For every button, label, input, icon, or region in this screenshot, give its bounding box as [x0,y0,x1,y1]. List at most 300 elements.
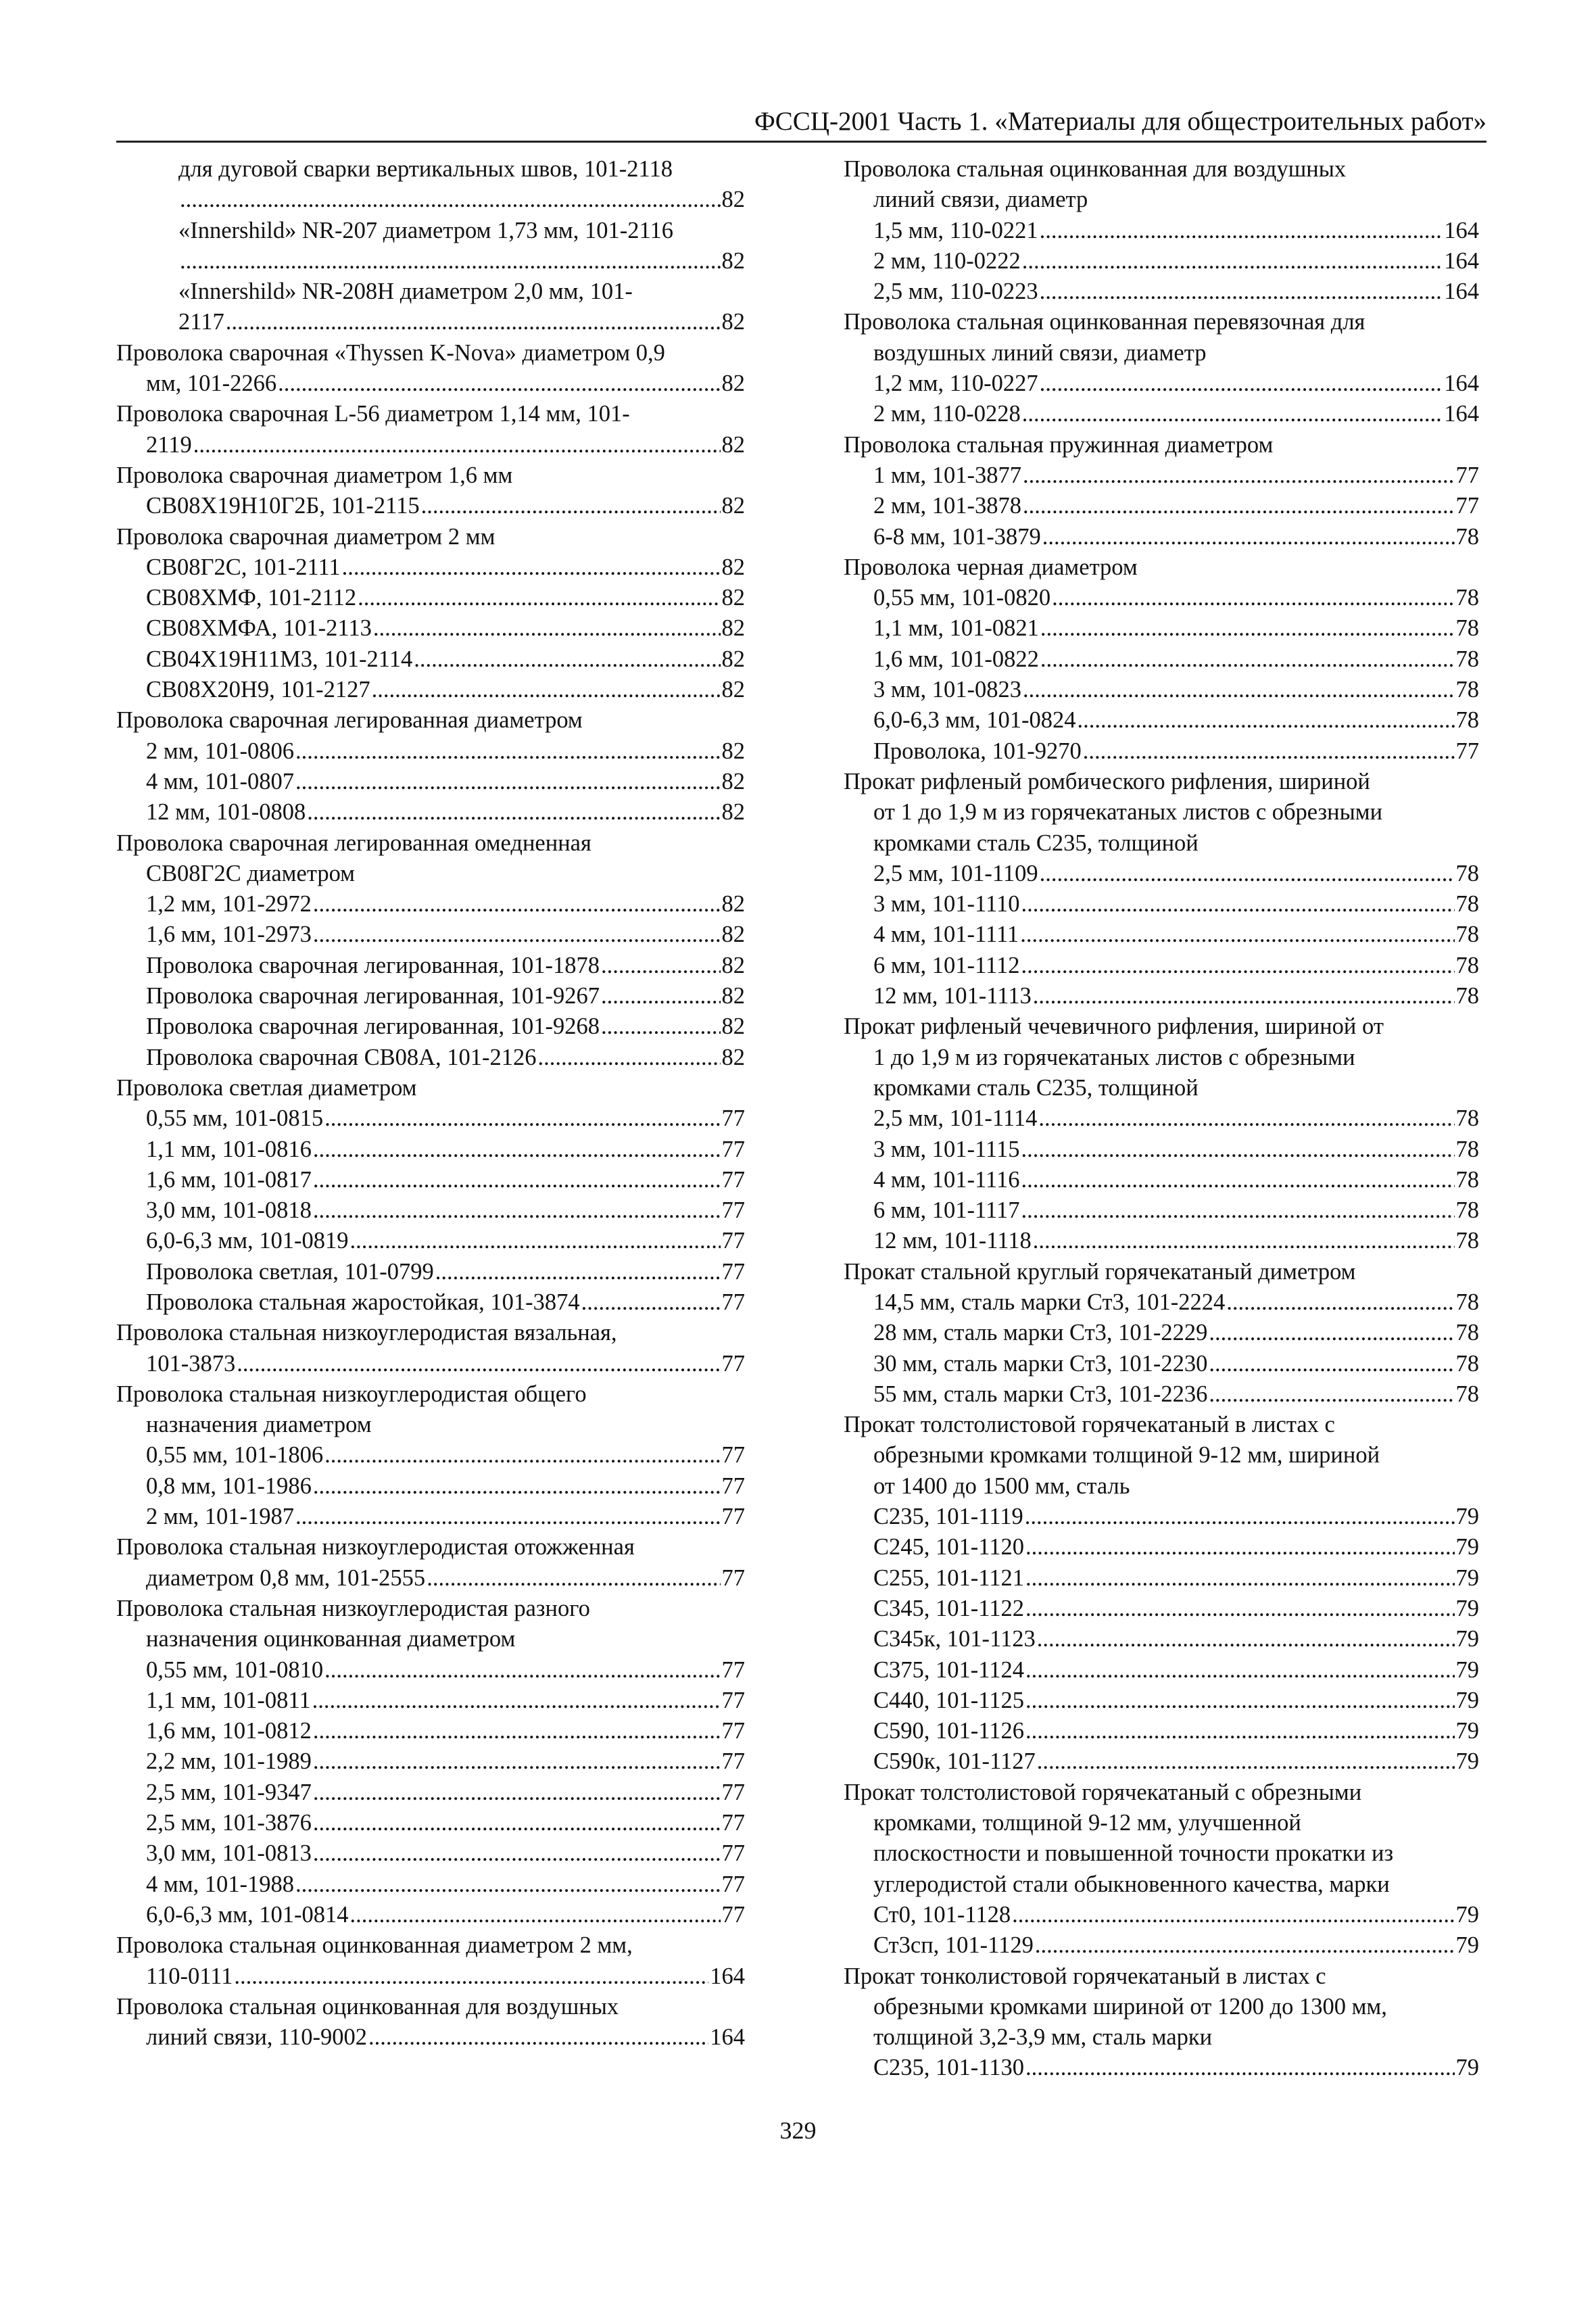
dot-leader [1040,644,1455,675]
entry-page: 77 [721,1289,745,1315]
index-entry [116,613,745,644]
index-entry [844,1838,1479,1869]
entry-text: Проволока стальная оцинкованная для воздушных [844,156,1347,182]
index-entry [844,1594,1479,1624]
index-entry [844,1746,1479,1777]
entry-text: 0,55 мм, 101-0820 [873,585,1051,611]
index-entry [844,1992,1479,2022]
dot-leader [180,246,721,277]
entry-page: 78 [1455,922,1479,948]
index-entry [116,1655,745,1686]
dot-leader [324,1440,720,1471]
dot-leader [1040,613,1455,644]
index-entry [844,797,1479,828]
entry-text: СВ08Г2С диаметром [146,860,356,886]
entry-text: 6,0-6,3 мм, 101-0819 [146,1228,349,1254]
entry-page: 77 [721,1871,745,1897]
index-entry [844,583,1479,613]
index-entry [116,583,745,613]
index-entry [116,246,745,277]
dot-leader [226,307,721,337]
entry-text: 6,0-6,3 мм, 101-0814 [146,1901,349,1928]
entry-page: 78 [1455,707,1479,734]
entry-text: 3 мм, 101-1110 [873,891,1020,917]
entry-text: 2 мм, 110-0222 [873,247,1021,274]
index-entry [844,1777,1479,1808]
entry-page: 164 [1444,371,1479,397]
index-entry [844,1011,1479,1042]
entry-text: С245, 101-1120 [873,1534,1024,1560]
index-entry [116,1135,745,1165]
index-entry [844,1103,1479,1134]
index-entry [116,675,745,705]
entry-text: 14,5 мм, сталь марки Ст3, 101-2224 [873,1289,1226,1315]
index-entry [844,675,1479,705]
entry-page: 82 [721,431,745,458]
entry-text: 4 мм, 101-1116 [873,1166,1020,1193]
entry-page: 77 [721,1748,745,1775]
entry-text: Прокат стальной круглый горячекатаный диметром [844,1258,1356,1285]
entry-page: 77 [721,1687,745,1713]
index-entry [844,1379,1479,1410]
entry-text: Проволока сварочная легированная, 101-9268 [146,1013,600,1040]
index-entry [116,1349,745,1379]
entry-page: 77 [721,1228,745,1254]
entry-text: кромками сталь С235, толщиной [873,830,1199,856]
index-entry [844,1624,1479,1654]
index-entry [116,522,745,552]
entry-page: 78 [1455,1228,1479,1254]
index-entry [844,2053,1479,2083]
entry-text: 2 мм, 101-3878 [873,493,1022,519]
dot-leader [1025,1686,1455,1716]
entry-text: СВ08Г2С, 101-2111 [146,554,341,580]
index-entry [116,1930,745,1961]
entry-text: СВ08Х20Н9, 101-2127 [146,677,370,703]
index-entry [844,1410,1479,1440]
entry-text: Проволока стальная низкоуглеродистая вязальная, [116,1320,617,1346]
dot-leader [295,1502,720,1532]
entry-text: Проволока сварочная легированная омедненная [116,830,591,856]
entry-text: 1 мм, 101-3877 [873,462,1022,488]
entry-page: 79 [1455,1932,1479,1959]
index-entry [844,1900,1479,1930]
index-entry [844,951,1479,981]
index-entry [844,1195,1479,1226]
entry-text: 30 мм, сталь марки Ст3, 101-2230 [873,1350,1208,1377]
dot-leader [1033,1226,1455,1256]
index-entry [116,338,745,368]
entry-text: С345, 101-1122 [873,1595,1024,1621]
dot-leader [1022,246,1443,277]
dot-leader [1040,216,1443,246]
dot-leader [295,767,720,797]
entry-page: 78 [1455,1289,1479,1315]
entry-page: 78 [1455,1166,1479,1193]
dot-leader [324,1103,720,1134]
entry-text: 1,5 мм, 110-0221 [873,217,1038,243]
index-entry [116,1471,745,1502]
entry-text: СВ08ХМФ, 101-2112 [146,585,357,611]
entry-page: 82 [721,187,745,213]
dot-leader [368,2022,708,2053]
dot-leader [1209,1379,1454,1410]
index-entry [116,1716,745,1746]
entry-text: 6 мм, 101-1117 [873,1197,1020,1224]
dot-leader [1021,1135,1454,1165]
dot-leader [350,1900,721,1930]
dot-leader [1035,1930,1455,1961]
dot-leader [1021,889,1454,920]
index-entry [844,522,1479,552]
dot-leader [1209,1318,1454,1348]
entry-page: 77 [721,1197,745,1224]
entry-page: 78 [1455,523,1479,550]
entry-text: С255, 101-1121 [873,1565,1024,1591]
entry-text: кромками сталь С235, толщиной [873,1074,1199,1101]
entry-text: линий связи, 110-9002 [146,2024,368,2051]
index-entry [844,736,1479,767]
index-entry [116,277,745,307]
index-entry [116,889,745,920]
index-entry [116,1011,745,1042]
entry-text: С590к, 101-1127 [873,1748,1036,1775]
entry-text: 6 мм, 101-1112 [873,952,1020,978]
index-entry [116,430,745,460]
entry-page: 78 [1455,1320,1479,1346]
dot-leader [313,1777,721,1808]
dot-leader [372,675,721,705]
entry-text: кромками, толщиной 9-12 мм, улучшенной [873,1810,1301,1836]
entry-page: 82 [721,677,745,703]
entry-text: Проволока, 101-9270 [873,738,1082,764]
dot-leader [1023,675,1454,705]
dot-leader [313,1135,721,1165]
entry-text: 3 мм, 101-1115 [873,1136,1020,1162]
dot-leader [1021,951,1454,981]
entry-text: Проволока стальная низкоуглеродистая отожженная [116,1534,635,1560]
entry-page: 77 [721,1442,745,1469]
index-entry [844,1502,1479,1532]
entry-text: 3,0 мм, 101-0818 [146,1197,312,1224]
entry-text: Прокат тонколистовой горячекатаный в листах с [844,1963,1326,1989]
dot-leader [193,430,721,460]
index-entry [844,552,1479,583]
entry-page: 78 [1455,1350,1479,1377]
index-entry [116,828,745,859]
dot-leader [313,1838,721,1869]
entry-text: плоскостности и повышенной точности прокатки из [873,1840,1394,1867]
entry-page: 164 [710,1963,745,1989]
entry-text: 4 мм, 101-1988 [146,1871,295,1897]
dot-leader [313,1746,721,1777]
index-entry [116,1410,745,1440]
index-entry [116,1287,745,1318]
entry-page: 82 [721,554,745,580]
index-entry [116,460,745,491]
index-entry [116,1257,745,1287]
dot-leader [313,889,721,920]
entry-text: Проволока сварочная легированная, 101-1878 [146,952,600,978]
entry-page: 82 [721,983,745,1009]
dot-leader [1042,522,1455,552]
index-entry [844,889,1479,920]
entry-text: СВ08ХМФА, 101-2113 [146,615,372,642]
index-entry [844,1471,1479,1502]
entry-text: С345к, 101-1123 [873,1626,1036,1652]
index-entry [844,1532,1479,1562]
index-entry [116,154,745,185]
entry-page: 79 [1455,1901,1479,1928]
entry-page: 77 [721,1473,745,1499]
entry-page: 78 [1455,1197,1479,1224]
index-entry [844,1440,1479,1471]
index-entry [844,1686,1479,1716]
index-entry [116,767,745,797]
entry-text: 2,5 мм, 101-3876 [146,1810,312,1836]
index-column-left [116,154,745,2053]
dot-leader [1012,1900,1454,1930]
entry-page: 82 [721,768,745,794]
entry-text: 4 мм, 101-0807 [146,768,295,794]
dot-leader [1025,1532,1455,1562]
entry-text: 28 мм, сталь марки Ст3, 101-2229 [873,1320,1208,1346]
entry-text: обрезными кромками шириной от 1200 до 1300 мм, [873,1993,1387,2020]
entry-text: 2119 [146,431,192,458]
entry-text: 1 до 1,9 м из горячекатаных листов с обрезными [873,1044,1355,1070]
dot-leader [313,1195,721,1226]
entry-page: 78 [1455,1136,1479,1162]
index-entry [844,1563,1479,1594]
entry-page: 79 [1455,1626,1479,1652]
entry-text: Проволока стальная низкоуглеродистая разного [116,1595,590,1621]
entry-text: 1,1 мм, 101-0811 [146,1687,311,1713]
entry-page: 82 [721,371,745,397]
index-entry [116,1195,745,1226]
entry-text: 1,6 мм, 101-0822 [873,646,1039,672]
entry-text: 4 мм, 101-1111 [873,922,1019,948]
index-entry [116,1624,745,1654]
index-entry [116,1869,745,1900]
entry-text: Проволока сварочная диаметром 1,6 мм [116,462,513,488]
entry-text: от 1 до 1,9 м из горячекатаных листов с обрезными [873,799,1383,826]
entry-text: 6-8 мм, 101-3879 [873,523,1041,550]
entry-text: 55 мм, сталь марки Ст3, 101-2236 [873,1381,1208,1407]
index-entry [116,1992,745,2022]
entry-text: С590, 101-1126 [873,1718,1024,1744]
index-entry [844,828,1479,859]
dot-leader [313,1808,721,1838]
entry-page: 82 [721,891,745,917]
entry-text: Ст3сп, 101-1129 [873,1932,1034,1959]
index-entry [844,460,1479,491]
entry-page: 82 [721,247,745,274]
entry-text: 2,5 мм, 101-1109 [873,860,1038,886]
index-entry [116,1532,745,1562]
dot-leader [237,1349,720,1379]
entry-page: 79 [1455,2055,1479,2081]
dot-leader [1078,705,1455,736]
entry-text: Проволока сварочная «Thyssen K-Nova» диаметром 0,9 [116,339,665,366]
index-entry [844,920,1479,950]
index-entry [844,859,1479,889]
entry-page: 77 [721,1840,745,1867]
entry-page: 79 [1455,1534,1479,1560]
entry-page: 77 [721,1136,745,1162]
dot-leader [342,552,721,583]
entry-text: Проволока сварочная L-56 диаметром 1,14 мм, 101- [116,401,630,427]
entry-text: 110-0111 [146,1963,233,1989]
entry-page: 78 [1455,952,1479,978]
entry-page: 77 [1455,738,1479,764]
index-entry [116,1440,745,1471]
entry-text: Прокат рифленый ромбического рифления, шириной [844,768,1370,794]
entry-page: 77 [721,1810,745,1836]
dot-leader [1025,1594,1455,1624]
entry-text: воздушных линий связи, диаметр [873,339,1207,366]
entry-text: 2,5 мм, 101-1114 [873,1105,1038,1132]
entry-page: 77 [1455,493,1479,519]
index-entry [844,246,1479,277]
entry-page: 79 [1455,1748,1479,1775]
entry-text: мм, 101-2266 [146,371,277,397]
entry-text: 2,5 мм, 110-0223 [873,279,1038,305]
entry-text: Прокат толстолистовой горячекатаный с обрезными [844,1779,1362,1805]
index-entry [844,1165,1479,1195]
entry-page: 78 [1455,1381,1479,1407]
dot-leader [435,1257,721,1287]
dot-leader [1226,1287,1454,1318]
entry-text: 12 мм, 101-1113 [873,983,1032,1009]
dot-leader [358,583,720,613]
entry-text: Проволока стальная оцинкованная для воздушных [116,1993,619,2020]
entry-text: 0,8 мм, 101-1986 [146,1473,312,1499]
index-entry [844,1043,1479,1073]
entry-text: 1,1 мм, 101-0821 [873,615,1039,642]
page-number: 329 [779,2117,817,2144]
index-entry [844,1869,1479,1900]
entry-page: 78 [1455,615,1479,642]
index-entry [844,277,1479,307]
entry-text: 2,5 мм, 101-9347 [146,1779,312,1805]
entry-text: СВ04Х19Н11М3, 101-2114 [146,646,413,672]
entry-text: Прокат толстолистовой горячекатаный в листах с [844,1412,1335,1438]
entry-text: 1,2 мм, 110-0227 [873,371,1038,397]
entry-page: 77 [721,1565,745,1591]
dot-leader [1025,1716,1455,1746]
dot-leader [1052,583,1454,613]
entry-page: 79 [1455,1504,1479,1530]
entry-text: 3,0 мм, 101-0813 [146,1840,312,1867]
entry-text: Проволока сварочная легированная диаметром [116,707,583,734]
dot-leader [1023,460,1454,491]
index-entry [116,1808,745,1838]
entry-text: 1,6 мм, 101-0812 [146,1718,312,1744]
entry-page: 82 [721,952,745,978]
entry-text: Проволока стальная жаростойкая, 101-3874 [146,1289,580,1315]
entry-text: назначения диаметром [146,1412,372,1438]
entry-text: 1,6 мм, 101-2973 [146,922,312,948]
index-entry [844,491,1479,521]
dot-leader [1037,1624,1455,1654]
index-entry [844,154,1479,185]
dot-leader [313,1716,721,1746]
entry-page: 79 [1455,1656,1479,1683]
entry-page: 78 [1455,1105,1479,1132]
entry-text: С440, 101-1125 [873,1687,1024,1713]
entry-text: 2,2 мм, 101-1989 [146,1748,312,1775]
index-entry [116,368,745,399]
dot-leader [1025,1502,1455,1532]
entry-page: 78 [1455,860,1479,886]
entry-page: 78 [1455,677,1479,703]
dot-leader [601,981,721,1011]
dot-leader [307,797,720,828]
dot-leader [180,185,721,215]
dot-leader [581,1287,721,1318]
index-entry [844,2022,1479,2053]
dot-leader [1023,491,1454,521]
dot-leader [1033,981,1455,1011]
entry-text: 0,55 мм, 101-1806 [146,1442,324,1469]
index-entry [844,1135,1479,1165]
entry-text: 12 мм, 101-0808 [146,799,306,826]
entry-page: 82 [721,585,745,611]
index-entry [116,1686,745,1716]
dot-leader [295,1869,720,1900]
entry-text: Проволока светлая диаметром [116,1074,417,1101]
index-entry [844,185,1479,215]
index-entry [116,981,745,1011]
index-entry [116,1165,745,1195]
dot-leader [373,613,721,644]
entry-text: для дуговой сварки вертикальных швов, 101-2118 [178,156,673,182]
index-entry [116,736,745,767]
entry-page: 82 [721,922,745,948]
index-entry [116,1961,745,1992]
index-entry [844,1930,1479,1961]
entry-page: 82 [721,493,745,519]
entry-page: 79 [1455,1687,1479,1713]
entry-text: 2117 [178,309,224,335]
entry-text: С375, 101-1124 [873,1656,1024,1683]
entry-text: обрезными кромками толщиной 9-12 мм, шириной [873,1442,1380,1469]
entry-text: Ст0, 101-1128 [873,1901,1011,1928]
index-entry [116,491,745,521]
entry-page: 77 [721,1258,745,1285]
index-entry [116,1838,745,1869]
dot-leader [1209,1349,1454,1379]
entry-text: назначения оцинкованная диаметром [146,1626,516,1652]
index-entry [844,1318,1479,1348]
dot-leader [313,1165,721,1195]
entry-text: «Innershild» NR-208H диаметром 2,0 мм, 101- [178,279,633,305]
index-entry [116,1502,745,1532]
entry-text: Проволока светлая, 101-0799 [146,1258,434,1285]
dot-leader [1038,1103,1454,1134]
dot-leader [1020,920,1454,950]
entry-page: 82 [721,1013,745,1040]
index-entry [116,1073,745,1103]
entry-text: 6,0-6,3 мм, 101-0824 [873,707,1076,734]
dot-leader [601,951,721,981]
entry-page: 82 [721,615,745,642]
entry-text: СВ08Х19Н10Г2Б, 101-2115 [146,493,420,519]
header-title: ФССЦ-2001 Часть 1. «Материалы для общестроительных работ» [754,107,1486,136]
entry-text: С235, 101-1119 [873,1504,1023,1530]
entry-text: углеродистой стали обыкновенного качества, марки [873,1871,1390,1897]
index-entry [844,767,1479,797]
